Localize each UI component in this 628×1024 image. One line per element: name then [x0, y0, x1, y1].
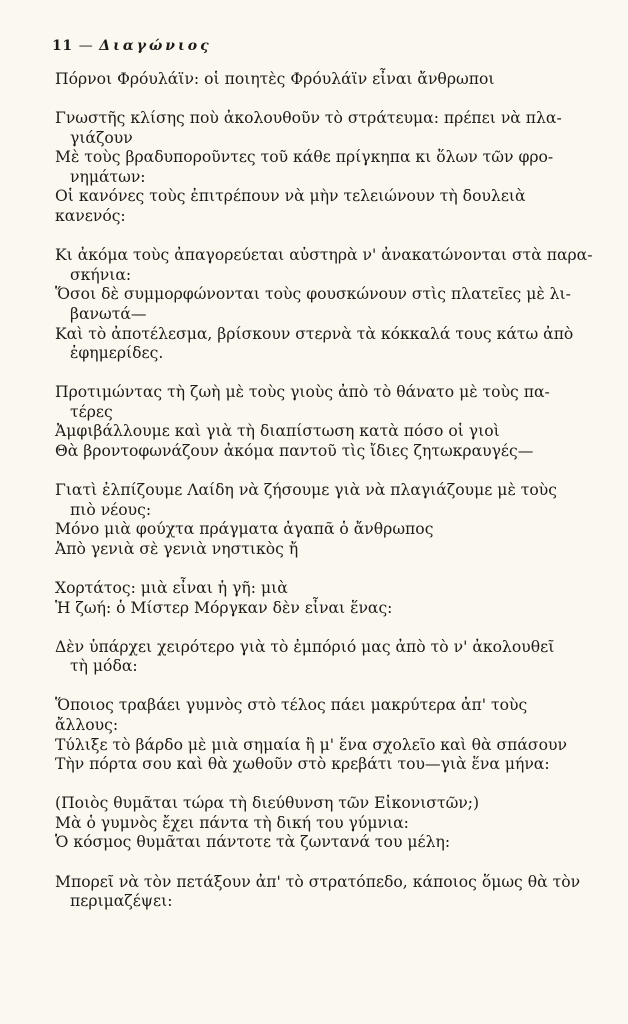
- poem-line: Ἡ ζωή: ὁ Μίστερ Μόργκαν δὲν εἶναι ἕνας:: [55, 598, 393, 617]
- poem-line: πιὸ νέους:: [70, 500, 152, 519]
- poem-line: Οἱ κανόνες τοὺς ἐπιτρέπουν νὰ μὴν τελειώνουν τὴ δουλειὰ κανενός:: [55, 187, 526, 226]
- poem-line: Κι ἀκόμα τοὺς ἀπαγορεύεται αὐστηρὰ ν' ἀνακατώνονται στὰ παρα-: [55, 246, 593, 265]
- poem-line: Γνωστῆς κλίσης ποὺ ἀκολουθοῦν τὸ στράτευμα: πρέπει νὰ πλα-: [55, 109, 562, 128]
- poem-line: Ὅσοι δὲ συμμορφώνονται τοὺς φουσκώνουν στὶς πλατεῖες μὲ λι-: [55, 285, 571, 304]
- stanza: [55, 579, 595, 618]
- poem-line: Μπορεῖ νὰ τὸν πετάξουν ἀπ' τὸ στρατόπεδο, κάποιος ὅμως θὰ τὸν: [55, 872, 581, 891]
- stanza: [55, 481, 595, 559]
- poem-line: Μὰ ὁ γυμνὸς ἔχει πάντα τὴ δική του γύμνια:: [55, 813, 409, 832]
- poem-line: τὴ μόδα:: [70, 657, 138, 676]
- stanza: [55, 109, 595, 227]
- page-number: 11: [52, 38, 73, 54]
- poem-line: Θὰ βροντοφωνάζουν ἀκόμα παντοῦ τὶς ἴδιες ζητωκραυγές—: [55, 442, 534, 460]
- poem-line: Ὅποιος τραβάει γυμνὸς στὸ τέλος πάει μακρύτερα ἀπ' τοὺς ἄλλους:: [55, 696, 528, 734]
- poem-line: Πόρνοι Φρόυλάϊν: οἱ ποιητὲς Φρόυλάϊν εἶναι ἄνθρωποι: [55, 70, 495, 88]
- poem-line: γιάζουν: [70, 128, 133, 147]
- poem-line: σκήνια:: [70, 265, 132, 284]
- poem-line: Ἀπὸ γενιὰ σὲ γενιὰ νηστικὸς ἤ: [55, 539, 299, 558]
- poem-line: Μὲ τοὺς βραδυποροῦντες τοῦ κάθε πρίγκηπα κι ὅλων τῶν φρο-: [55, 148, 554, 167]
- running-title: Διαγώνιος: [99, 38, 212, 54]
- poem-line: Καὶ τὸ ἀποτέλεσμα, βρίσκουν στερνὰ τὰ κόκκαλά τους κάτω ἀπὸ: [55, 324, 574, 343]
- poem-line: περιμαζέψει:: [70, 892, 173, 911]
- stanza: [55, 696, 595, 774]
- poem-line: βανωτά—: [70, 304, 147, 323]
- stanza: [55, 873, 595, 912]
- stanza: [55, 638, 595, 677]
- poem-body: [55, 70, 595, 931]
- poem-line: Δὲν ὑπάρχει χειρότερο γιὰ τὸ ἐμπόριό μας ἀπὸ τὸ ν' ἀκολουθεῖ: [55, 637, 555, 656]
- poem-line: νημάτων:: [70, 167, 146, 186]
- poem-line: Ὁ κόσμος θυμᾶται πάντοτε τὰ ζωντανά του μέλη:: [55, 833, 451, 852]
- poem-line: Τύλιξε τὸ βάρδο μὲ μιὰ σημαία ἢ μ' ἕνα σχολεῖο καὶ θὰ σπάσουν: [55, 735, 567, 754]
- poem-line: ἐφημερίδες.: [70, 344, 164, 363]
- header-separator: —: [78, 38, 94, 54]
- poem-line: (Ποιὸς θυμᾶται τώρα τὴ διεύθυνση τῶν Εἰκονιστῶν;): [55, 794, 480, 813]
- stanza: [55, 383, 595, 461]
- poem-line: Μόνο μιὰ φούχτα πράγματα ἀγαπᾶ ὁ ἄνθρωπος: [55, 520, 434, 539]
- poem-line: Χορτάτος: μιὰ εἶναι ἡ γῆ: μιὰ: [55, 578, 288, 597]
- poem-line: Ἀμφιβάλλουμε καὶ γιὰ τὴ διαπίστωση κατὰ πόσο οἱ γιοὶ: [55, 422, 500, 441]
- poem-line: τέρες: [70, 402, 113, 421]
- poem-line: Τὴν πόρτα σου καὶ θὰ χωθοῦν στὸ κρεβάτι του—γιὰ ἕνα μήνα:: [55, 755, 550, 774]
- running-header: [52, 38, 212, 54]
- stanza: [55, 70, 595, 90]
- stanza: [55, 794, 595, 853]
- poem-line: Προτιμώντας τὴ ζωὴ μὲ τοὺς γιοὺς ἀπὸ τὸ θάνατο μὲ τοὺς πα-: [55, 383, 550, 402]
- stanza: [55, 246, 595, 364]
- poem-line: Γιατὶ ἐλπίζουμε Λαίδη νὰ ζήσουμε γιὰ νὰ πλαγιάζουμε μὲ τοὺς: [55, 481, 557, 500]
